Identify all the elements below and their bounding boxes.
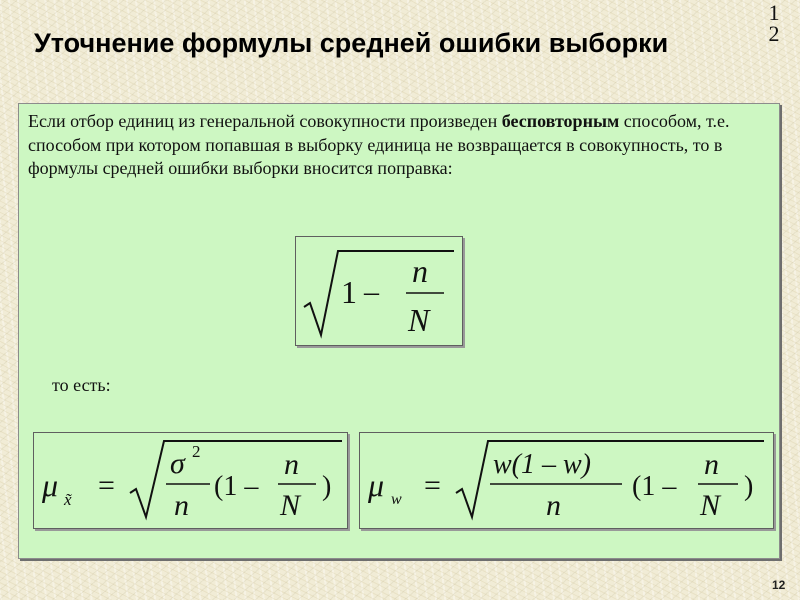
share-error-subscript: w — [391, 491, 402, 508]
share-error-formula-box — [359, 432, 774, 529]
share-numerator: w(1 – w) — [493, 449, 591, 480]
corner-number-top: 1 — [768, 0, 780, 25]
correction-numerator: n — [412, 253, 428, 289]
share-error-n: n — [704, 448, 719, 481]
mean-error-close-paren: ) — [322, 471, 332, 502]
share-error-N: N — [700, 489, 721, 522]
correction-minus: – — [364, 275, 379, 308]
mean-error-mu: μ — [42, 467, 59, 503]
mean-error-subscript: x̃ — [64, 490, 72, 509]
correction-one: 1 — [341, 274, 357, 310]
page-number: 12 — [772, 578, 786, 592]
mean-error-equals: = — [98, 469, 115, 502]
correction-formula-box — [295, 236, 463, 346]
share-error-paren-one: (1 – — [632, 471, 677, 502]
share-error-sample-size: n — [546, 489, 561, 522]
intro-bold-term: бесповторным — [501, 111, 620, 131]
correction-denominator: N — [408, 302, 430, 338]
share-error-equals: = — [424, 469, 441, 502]
sigma-superscript: 2 — [192, 442, 201, 461]
intro-text-start: Если отбор единиц из генеральной совокупности произведен — [28, 111, 502, 131]
share-error-mu: μ — [368, 467, 385, 503]
mean-error-formula — [34, 433, 347, 528]
mean-error-paren-one: (1 – — [214, 471, 259, 502]
mean-error-n: n — [284, 448, 299, 481]
that-is-label: то есть: — [52, 375, 111, 395]
corner-slide-number — [763, 2, 785, 44]
slide-title: Уточнение формулы средней ошибки выборки — [34, 28, 669, 58]
share-error-formula — [360, 433, 773, 528]
mean-error-N: N — [280, 489, 301, 522]
intro-text-end: способом, т.е. способом при котором попавшая в выборку единица не возвращается в совокупность, то в формулы средней ошибки выборки вносится поправка: — [28, 111, 730, 178]
corner-number-bottom: 2 — [768, 21, 780, 46]
mean-error-sample-size: n — [174, 489, 189, 522]
mean-error-formula-box — [33, 432, 348, 529]
sigma-symbol: σ — [170, 447, 185, 480]
correction-formula — [296, 237, 462, 345]
share-error-close-paren: ) — [744, 471, 754, 502]
intro-paragraph — [28, 110, 768, 181]
